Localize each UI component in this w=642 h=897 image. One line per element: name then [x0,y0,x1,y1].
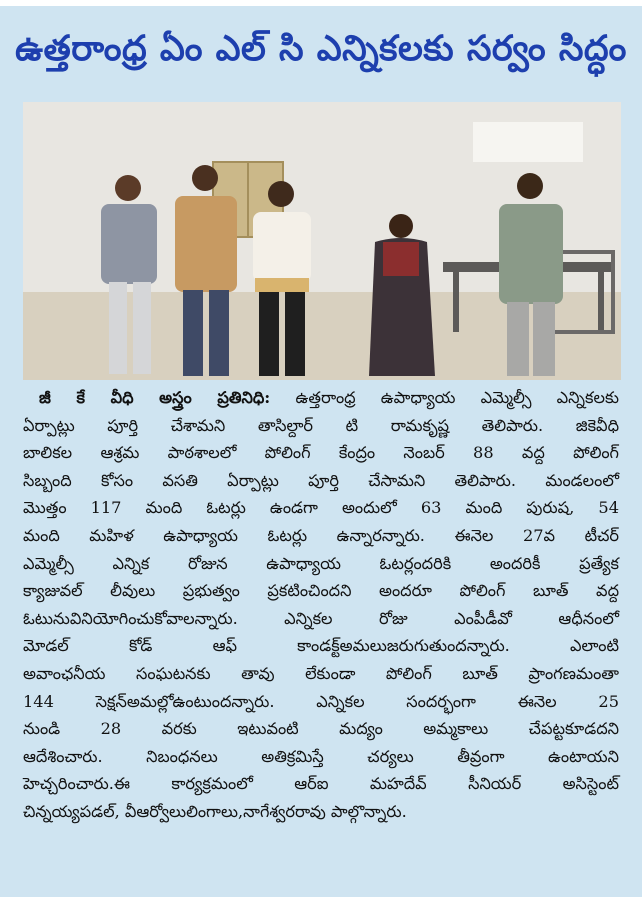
headline: ఉత్తరాంధ్ర ఏం ఎల్ సి ఎన్నికలకు సర్వం సిద్ధం [15,29,627,69]
article-line: ఆదేశించారు. నిబంధనలు అతిక్రమిస్తే చర్యలు తీవ్రంగా ఉంటాయని [23,746,619,766]
article-line: అవాంఛనీయ సంఘటనకు తావు లేకుండా పోలింగ్ బూత్ ప్రాంగణమంతా [23,663,619,683]
article-line: చిన్నయ్యపడల్, వీఆర్వోలులింగాలు,నాగేశ్వరరావు పాల్గొన్నారు. [23,801,407,821]
article-line: హెచ్చరించారు.ఈ కార్యక్రమంలో ఆర్ఐ మహదేవ్ సీనియర్ అసిస్టెంట్ [23,774,619,794]
article-line: బాలికల ఆశ్రమ పాఠశాలలో పోలింగ్ కేంద్రం నెంబర్ 88 వద్ద పోలింగ్ [23,443,619,463]
article-line: క్యాజువల్ లీవులు ప్రభుత్వం ప్రకటించిందని అందరూ పోలింగ్ బూత్ వద్ద [23,581,619,601]
article-line: 144 సెక్షన్అమల్లోఉంటుందన్నారు. ఎన్నికల సందర్భంగా ఈనెల 25 [23,691,619,711]
news-photo [23,102,621,380]
article-line: మంది మహిళ ఉపాధ్యాయ ఓటర్లు ఉన్నారన్నారు. ఈనెల 27వ టీచర్ [23,525,619,545]
article-line: జీ కే వీధి అస్త్రం ప్రతినిధి: ఉత్తరాంధ్ర ఉపాధ్యాయ ఎమ్మెల్సీ ఎన్నికలకు [39,388,619,407]
news-photo-illustration [23,102,621,380]
top-strip [0,0,642,6]
article-line: ఎమ్మెల్సీ ఎన్నిక రోజున ఉపాధ్యాయ ఓటర్లందరికి అందరికీ ప్రత్యేక [23,553,619,573]
article-line: ఓటునువినియోగించుకోవాలన్నారు. ఎన్నికల రోజు ఎంపీడీవో ఆధీనంలో [23,608,619,628]
article-line: మోడల్ కోడ్ ఆఫ్ కాండక్ట్అమలుజరుగుతుందన్నారు. ఎలాంటి [23,636,619,656]
article-body [23,384,619,826]
article-line: నుండి 28 వరకు ఇటువంటి మద్యం అమ్మకాలు చేపట్టకూడదని [23,719,619,739]
article-line: సిబ్బంది కోసం వసతి ఏర్పాట్లు పూర్తి చేసామని తెలిపారు. మండలంలో [23,470,619,490]
article-line: మొత్తం 117 మంది ఓటర్లు ఉండగా అందులో 63 మంది పురుష, 54 [23,498,619,518]
article-line: ఏర్పాట్లు పూర్తి చేశామని తాసిల్దార్ టి రామకృష్ణ తెలిపారు. జికెవీధి [23,415,619,435]
byline: జీ కే వీధి అస్త్రం ప్రతినిధి: [39,388,271,407]
